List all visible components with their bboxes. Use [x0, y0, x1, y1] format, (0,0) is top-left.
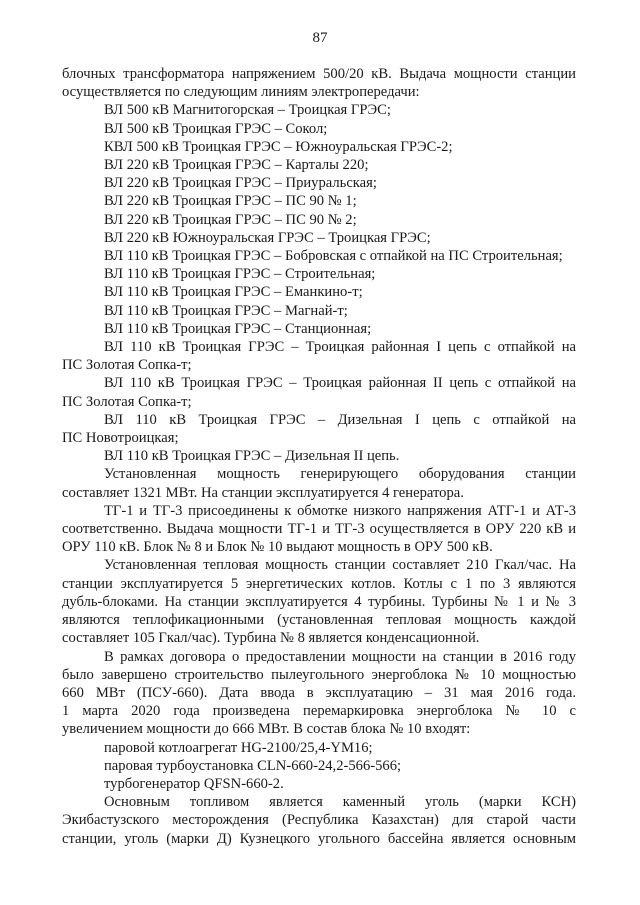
- list-item: ВЛ 110 кВ Троицкая ГРЭС – Дизельная I цепь с отпайкой на: [104, 411, 576, 428]
- page-number: 87: [312, 30, 328, 46]
- document-body: [62, 65, 576, 848]
- list-item: ВЛ 110 кВ Троицкая ГРЭС – Магнай-т;: [104, 302, 348, 319]
- paragraph-line: 660 МВт (ПСУ-660). Дата ввода в эксплуатацию – 31 мая 2016 года.: [62, 684, 576, 701]
- list-item-continuation: ПС Новотроицкая;: [62, 430, 179, 447]
- list-item: ВЛ 110 кВ Троицкая ГРЭС – Еманкино-т;: [104, 284, 363, 301]
- paragraph-line: осуществляется по следующим линиям электропередачи:: [62, 84, 420, 101]
- paragraph-line: соответственно. Выдача мощности ТГ-1 и ТГ-3 осуществляется в ОРУ 220 кВ и: [62, 521, 576, 538]
- paragraph-line: составляет 105 Гкал/час). Турбина № 8 является конденсационной.: [62, 630, 480, 647]
- list-item: ВЛ 220 кВ Троицкая ГРЭС – Приуральская;: [104, 175, 377, 192]
- list-item: ВЛ 220 кВ Южноуральская ГРЭС – Троицкая ГРЭС;: [104, 229, 431, 246]
- paragraph-line: Экибастузского месторождения (Республика Казахстан) для старой части: [62, 812, 576, 829]
- paragraph-line: увеличением мощности до 666 МВт. В состав блока № 10 входят:: [62, 721, 471, 738]
- list-item: ВЛ 220 кВ Троицкая ГРЭС – Карталы 220;: [104, 157, 369, 174]
- list-item: ВЛ 110 кВ Троицкая ГРЭС – Строительная;: [104, 266, 376, 283]
- list-item: ВЛ 220 кВ Троицкая ГРЭС – ПС 90 № 2;: [104, 211, 357, 228]
- paragraph-line: было завершено строительство пылеугольного энергоблока № 10 мощностью: [62, 666, 576, 683]
- paragraph-line: ОРУ 110 кВ. Блок № 8 и Блок № 10 выдают мощность в ОРУ 500 кВ.: [62, 539, 493, 556]
- paragraph-line: Установленная тепловая мощность станции составляет 210 Гкал/час. На: [104, 557, 576, 574]
- list-item: ВЛ 220 кВ Троицкая ГРЭС – ПС 90 № 1;: [104, 193, 357, 210]
- paragraph-line: Установленная мощность генерирующего оборудования станции: [104, 466, 576, 483]
- list-item: КВЛ 500 кВ Троицкая ГРЭС – Южноуральская ГРЭС-2;: [104, 138, 453, 155]
- paragraph-line: дубль-блоками. На станции эксплуатируется 4 турбины. Турбины № 1 и № 3: [62, 593, 576, 610]
- list-item: ВЛ 110 кВ Троицкая ГРЭС – Дизельная II цепь.: [104, 448, 400, 465]
- list-item: ВЛ 110 кВ Троицкая ГРЭС – Троицкая районная II цепь с отпайкой на: [104, 375, 576, 392]
- list-item: ВЛ 110 кВ Троицкая ГРЭС – Станционная;: [104, 320, 372, 337]
- list-item: паровая турбоустановка CLN-660-24,2-566-566;: [104, 757, 402, 774]
- list-item: ВЛ 110 кВ Троицкая ГРЭС – Троицкая районная I цепь с отпайкой на: [104, 339, 576, 356]
- unit10-components-list: [62, 739, 576, 794]
- paragraph-line: Основным топливом является каменный уголь (марки КСН): [104, 794, 576, 811]
- list-item: ВЛ 110 кВ Троицкая ГРЭС – Бобровская с отпайкой на ПС Строительная;: [104, 248, 563, 265]
- paragraph-line: станции, уголь (марки Д) Кузнецкого угольного бассейна является основным: [62, 830, 576, 847]
- paragraph-line: В рамках договора о предоставлении мощности на станции в 2016 году: [104, 648, 576, 665]
- list-item: турбогенератор QFSN-660-2.: [104, 775, 284, 792]
- list-item: паровой котлоагрегат HG-2100/25,4-YM16;: [104, 739, 373, 756]
- paragraph-line: составляет 1321 МВт. На станции эксплуатируется 4 генератора.: [62, 484, 464, 501]
- list-item: ВЛ 500 кВ Магнитогорская – Троицкая ГРЭС;: [104, 102, 391, 119]
- transmission-lines-list: [62, 101, 576, 465]
- list-item-continuation: ПС Золотая Сопка-т;: [62, 393, 192, 410]
- paragraph-line: блочных трансформатора напряжением 500/20 кВ. Выдача мощности станции: [62, 66, 576, 82]
- list-item: ВЛ 500 кВ Троицкая ГРЭС – Сокол;: [104, 120, 328, 137]
- list-item-continuation: ПС Золотая Сопка-т;: [62, 357, 192, 374]
- paragraph-line: ТГ-1 и ТГ-3 присоединены к обмотке низкого напряжения АТГ-1 и АТ-3: [104, 502, 576, 519]
- paragraph-line: станции эксплуатируется 5 энергетических котлов. Котлы с 1 по 3 являются: [62, 575, 576, 592]
- paragraph-line: являются теплофикационными (установленная тепловая мощность каждой: [62, 612, 576, 629]
- paragraph-line: 1 марта 2020 года произведена перемаркировка энергоблока № 10 с: [62, 703, 576, 720]
